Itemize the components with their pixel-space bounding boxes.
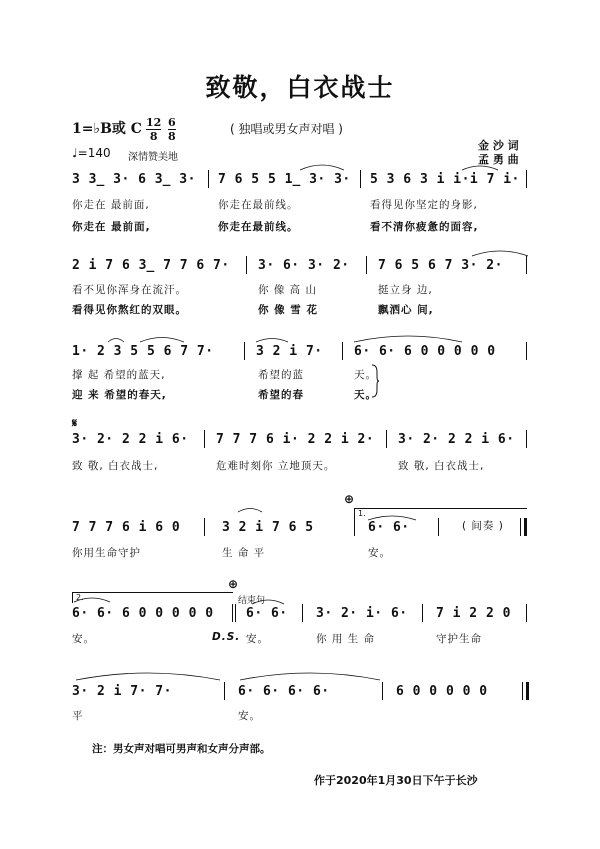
lyric: 你走在 最前面, — [72, 199, 150, 211]
measure: 6· 6· — [368, 520, 410, 535]
lyric: 你 像 高 山 — [258, 284, 318, 296]
lyric: 安。 — [246, 633, 269, 645]
lyric: 天。 — [354, 369, 377, 381]
lyric: 平 — [72, 710, 84, 722]
time-signature-denominator: 8 — [149, 130, 158, 143]
lyric: 挺立身 边, — [378, 284, 433, 296]
composition-note: 作于2020年1月30日下午于长沙 — [314, 774, 478, 787]
measure: 5 3 6 3 i i·i 7 i· — [370, 172, 520, 187]
lyric: 天。 — [354, 389, 377, 401]
lyric: 守护生命 — [436, 633, 482, 645]
lyric: 致 敬, 白衣战士, — [398, 460, 485, 472]
coda-label: 结束句 — [238, 596, 266, 606]
subtitle: ( 独唱或男女声对唱 ) — [230, 122, 343, 136]
lyric: 希望的春 — [258, 389, 304, 401]
measure: 3· 6· 3· 2· — [258, 258, 350, 273]
composer: 孟 勇 曲 — [478, 153, 519, 166]
da-segno-mark: D.S. — [212, 631, 241, 643]
measure: 6· 6· 6· 6· — [238, 684, 330, 699]
measure: 3· 2· i· 6· — [316, 606, 408, 621]
lyric: 安。 — [238, 710, 261, 722]
measure: 3· 2 i 7· 7· — [72, 684, 172, 699]
key-signature: 1=♭B或 C — [72, 121, 142, 137]
coda-icon: ⊕ — [228, 577, 239, 591]
lyric: 你走在 最前面, — [72, 221, 151, 233]
measure: 7 6 5 5 1̲ 3· 3· — [218, 172, 351, 187]
lyric: 迎 来 希望的春天, — [72, 389, 167, 401]
time-signature-numerator: 6 — [168, 116, 176, 129]
measure: 7 6 5 6 7 3· 2· — [378, 258, 503, 273]
measure: 6· 6· 6 0 0 0 0 0 — [354, 344, 496, 359]
lyric: 安。 — [368, 547, 391, 559]
lyric: 你 像 雪 花 — [258, 304, 318, 316]
lyric: 看得见你熬红的双眼。 — [72, 304, 187, 316]
measure: 6· 6· — [246, 606, 288, 621]
measure: 7 i 2 2 0 — [436, 606, 511, 621]
lyric: 你走在最前线。 — [218, 199, 299, 211]
segno-icon: 𝄋 — [72, 416, 78, 430]
footnote: 注：男女声对唱可男声和女声分声部。 — [92, 743, 271, 755]
measure: 6· 6· 6 0 0 0 0 0 — [72, 606, 214, 621]
measure: 7 7 7 6 i 6 0 — [72, 520, 181, 535]
measure: 2 i 7 6 3̲ 7 7 6 7· — [72, 258, 230, 273]
measure: 6 0 0 0 0 0 — [396, 684, 488, 699]
coda-icon: ⊕ — [344, 492, 355, 506]
lyricist: 金 沙 词 — [478, 139, 519, 152]
lyric: 飘洒心 间, — [378, 304, 434, 316]
lyric: 你用生命守护 — [72, 547, 141, 559]
measure: 3· 2· 2 2 i 6· — [398, 432, 515, 447]
lyric: 危难时刻你 立地顶天。 — [216, 460, 336, 472]
lyric: 希望的蓝 — [258, 369, 304, 381]
volta-second-ending: 2. — [76, 593, 84, 602]
expression-marking: 深情赞美地 — [128, 152, 178, 163]
measure: 1· 2 3 5 5 6 7 7· — [72, 344, 214, 359]
measure: 3 2 i 7· — [256, 344, 323, 359]
measure: 3 3̲ 3· 6 3̲ 3· — [72, 172, 196, 187]
lyric: 看不清你疲惫的面容, — [370, 221, 479, 233]
page-title: 致敬，白衣战士 — [205, 73, 395, 102]
measure: 3· 2· 2 2 i 6· — [72, 432, 189, 447]
lyric: 看得见你坚定的身影, — [370, 199, 478, 211]
lyric: 生 命 平 — [222, 547, 266, 559]
lyric: 致 敬, 白衣战士, — [72, 460, 159, 472]
interlude-label: ( 间奏 ) — [462, 520, 504, 532]
lyric: 你 用 生 命 — [316, 633, 376, 645]
lyric: 安。 — [72, 633, 95, 645]
tempo-marking: ♩=140 — [72, 146, 111, 160]
time-signature-denominator: 8 — [168, 130, 176, 143]
lyric: 看不见你浑身在流汗。 — [72, 284, 187, 296]
lyric: 你走在最前线。 — [218, 221, 299, 233]
lyric: 撑 起 希望的蓝天, — [72, 369, 166, 381]
measure: 7 7 7 6 i· 2 2 i 2· — [216, 432, 375, 447]
measure: 3 2 i 7 6 5 — [222, 520, 314, 535]
time-signature-numerator: 12 — [146, 116, 162, 129]
volta-first-ending: 1. — [358, 509, 366, 518]
